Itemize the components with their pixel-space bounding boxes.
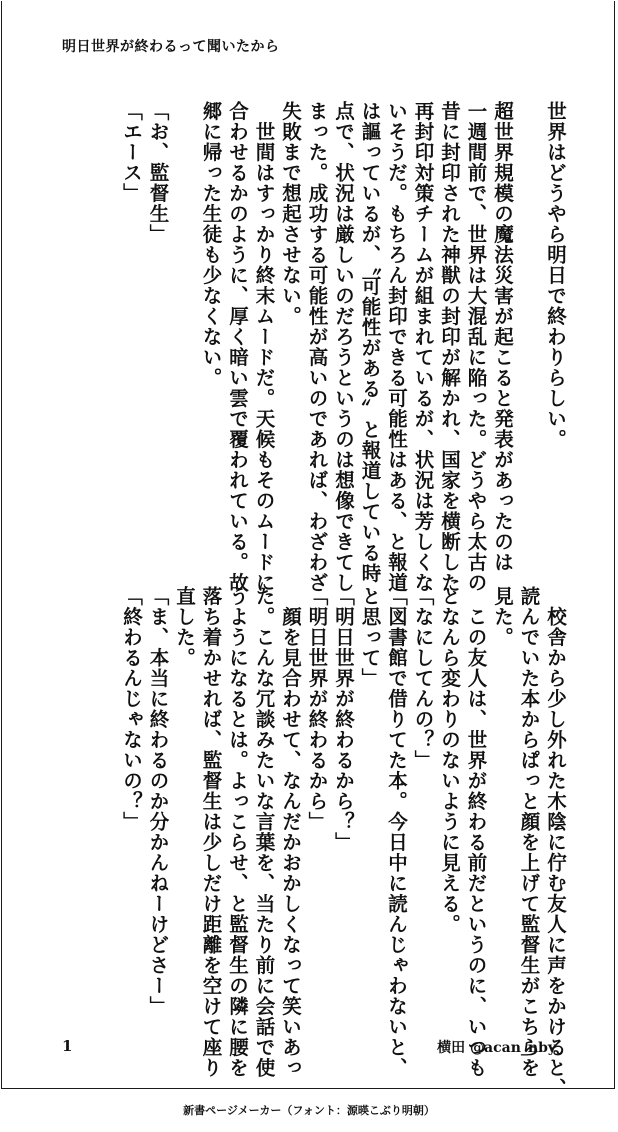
page-number: 1	[62, 1037, 73, 1055]
body-text-lower: 校舎から少し外れた木陰に佇む友人に声をかけると、 読んでいた本からぱっと顔を上げて監督生がこちらを 見た。 この友人は、世界が終わる前だというのに、いつも となんら変わりのないように見える。 「なにしてんの？」 「図書館で借りてた本。今日中に読んじゃわないと、 と思って」 「明日世界が終わるから？」 「明日世界が終わるから」 顔を見合わせて、なんだかおかしくなって笑いあっ た。こんな冗談みたいな言葉を、当たり前に会話で使 うようになるとは。よっこらせ、と監督生の隣に腰を 落ち着かせれば、監督生は少しだけ距離を空けて座り 直した。 「ま、本当に終わるのか分かんねーけどさー」 「終わるんじゃないの？」	[120, 586, 567, 1099]
page-title: 明日世界が終わるって聞いたから	[62, 39, 280, 55]
author-credit: 横田 @acan_nby	[437, 1040, 556, 1056]
manuscript-page	[1, 1, 615, 1099]
body-text-upper: 世界はどうやら明日で終わりらしい。 超世界規模の魔法災害が起こると発表があったのは 一週間前で、世界は大混乱に陥った。どうやら太古の 昔に封印された神獣の封印が解かれ、国家を横断した 再封印対策チームが組まれているが、状況は芳しくな いそうだ。もちろん封印できる可能性はある、と報道 は謳っているが、〝可能性がある〟と報道している時 点で、状況は厳しいのだろうというのは想像できてし まった。成功する可能性が高いのであれば、わざわざ 失敗まで想起させない。 世間はすっかり終末ムードだ。天候もそのムードに 合わせるかのように、厚く暗い雲で覆われている。故 郷に帰った生徒も少なくない。 「お、監督生」 「エース」	[120, 101, 567, 593]
generator-footer: 新書ページメーカー（フォント：源暎こぶり明朝）	[183, 1104, 435, 1117]
